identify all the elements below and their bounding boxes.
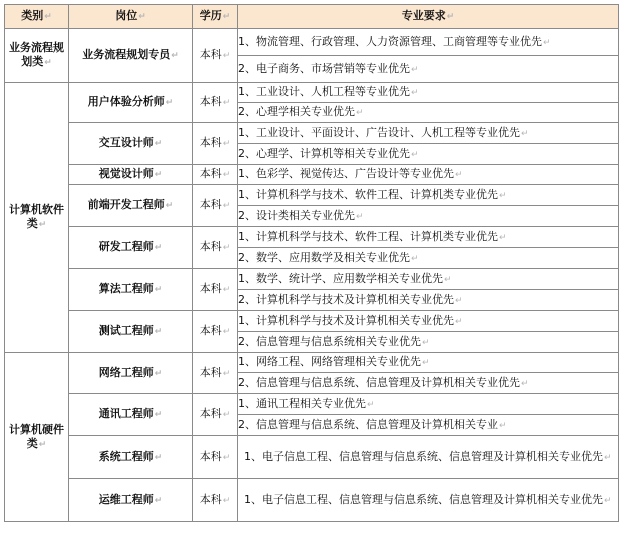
requirement-cell: 1、工业设计、人机工程等专业优先↵: [238, 83, 619, 103]
table-row: [5, 165, 619, 185]
requirement-cell: 2、信息管理与信息系统相关专业优先↵: [238, 332, 619, 353]
requirement-cell: 2、信息管理与信息系统、信息管理及计算机相关专业↵: [238, 415, 619, 436]
table-row: [5, 185, 619, 206]
education-cell: 本科↵: [193, 269, 238, 311]
header-category: 类别↵: [5, 5, 69, 29]
position-cell: 前端开发工程师↵: [69, 185, 193, 227]
table-row: [5, 83, 619, 103]
position-cell: 交互设计师↵: [69, 123, 193, 165]
education-cell: 本科↵: [193, 394, 238, 436]
position-cell: 通讯工程师↵: [69, 394, 193, 436]
header-row: [5, 5, 619, 29]
education-cell: 本科↵: [193, 436, 238, 479]
requirement-cell: 1、数学、统计学、应用数学相关专业优先↵: [238, 269, 619, 290]
requirement-cell: 2、电子商务、市场营销等专业优先↵: [238, 56, 619, 83]
requirements-table: [4, 4, 619, 522]
requirement-cell: 1、通讯工程相关专业优先↵: [238, 394, 619, 415]
category-cell: 计算机软件类↵: [5, 83, 69, 353]
education-cell: 本科↵: [193, 185, 238, 227]
table-row: [5, 436, 619, 479]
position-cell: 测试工程师↵: [69, 311, 193, 353]
table-row: [5, 227, 619, 248]
requirement-cell: 2、心理学相关专业优先↵: [238, 103, 619, 123]
requirement-cell: 2、数学、应用数学及相关专业优先↵: [238, 248, 619, 269]
education-cell: 本科↵: [193, 29, 238, 83]
table-row: [5, 394, 619, 415]
category-cell: 计算机硬件类↵: [5, 353, 69, 522]
table-row: [5, 269, 619, 290]
requirement-cell: 1、计算机科学与技术、软件工程、计算机类专业优先↵: [238, 185, 619, 206]
education-cell: 本科↵: [193, 353, 238, 394]
table-row: [5, 353, 619, 373]
education-cell: 本科↵: [193, 311, 238, 353]
education-cell: 本科↵: [193, 123, 238, 165]
requirement-cell: 1、电子信息工程、信息管理与信息系统、信息管理及计算机相关专业优先↵: [238, 436, 619, 479]
education-cell: 本科↵: [193, 479, 238, 522]
table-row: [5, 29, 619, 56]
requirement-cell: 1、计算机科学与技术、软件工程、计算机类专业优先↵: [238, 227, 619, 248]
table-row: [5, 311, 619, 332]
requirement-cell: 1、工业设计、平面设计、广告设计、人机工程等专业优先↵: [238, 123, 619, 144]
header-education: 学历↵: [193, 5, 238, 29]
requirement-cell: 2、心理学、计算机等相关专业优先↵: [238, 144, 619, 165]
requirement-cell: 2、信息管理与信息系统、信息管理及计算机相关专业优先↵: [238, 373, 619, 394]
position-cell: 网络工程师↵: [69, 353, 193, 394]
header-requirement: 专业要求↵: [238, 5, 619, 29]
position-cell: 研发工程师↵: [69, 227, 193, 269]
position-cell: 算法工程师↵: [69, 269, 193, 311]
category-cell: 业务流程规划类↵: [5, 29, 69, 83]
position-cell: 视觉设计师↵: [69, 165, 193, 185]
header-position: 岗位↵: [69, 5, 193, 29]
requirement-cell: 2、设计类相关专业优先↵: [238, 206, 619, 227]
position-cell: 系统工程师↵: [69, 436, 193, 479]
requirement-cell: 1、色彩学、视觉传达、广告设计等专业优先↵: [238, 165, 619, 185]
education-cell: 本科↵: [193, 227, 238, 269]
requirement-cell: 1、电子信息工程、信息管理与信息系统、信息管理及计算机相关专业优先↵: [238, 479, 619, 522]
education-cell: 本科↵: [193, 165, 238, 185]
education-cell: 本科↵: [193, 83, 238, 123]
position-cell: 业务流程规划专员↵: [69, 29, 193, 83]
position-cell: 用户体验分析师↵: [69, 83, 193, 123]
table-row: [5, 479, 619, 522]
position-cell: 运维工程师↵: [69, 479, 193, 522]
requirement-cell: 1、计算机科学与技术及计算机相关专业优先↵: [238, 311, 619, 332]
table-row: [5, 123, 619, 144]
requirement-cell: 1、网络工程、网络管理相关专业优先↵: [238, 353, 619, 373]
requirement-cell: 1、物流管理、行政管理、人力资源管理、工商管理等专业优先↵: [238, 29, 619, 56]
requirement-cell: 2、计算机科学与技术及计算机相关专业优先↵: [238, 290, 619, 311]
